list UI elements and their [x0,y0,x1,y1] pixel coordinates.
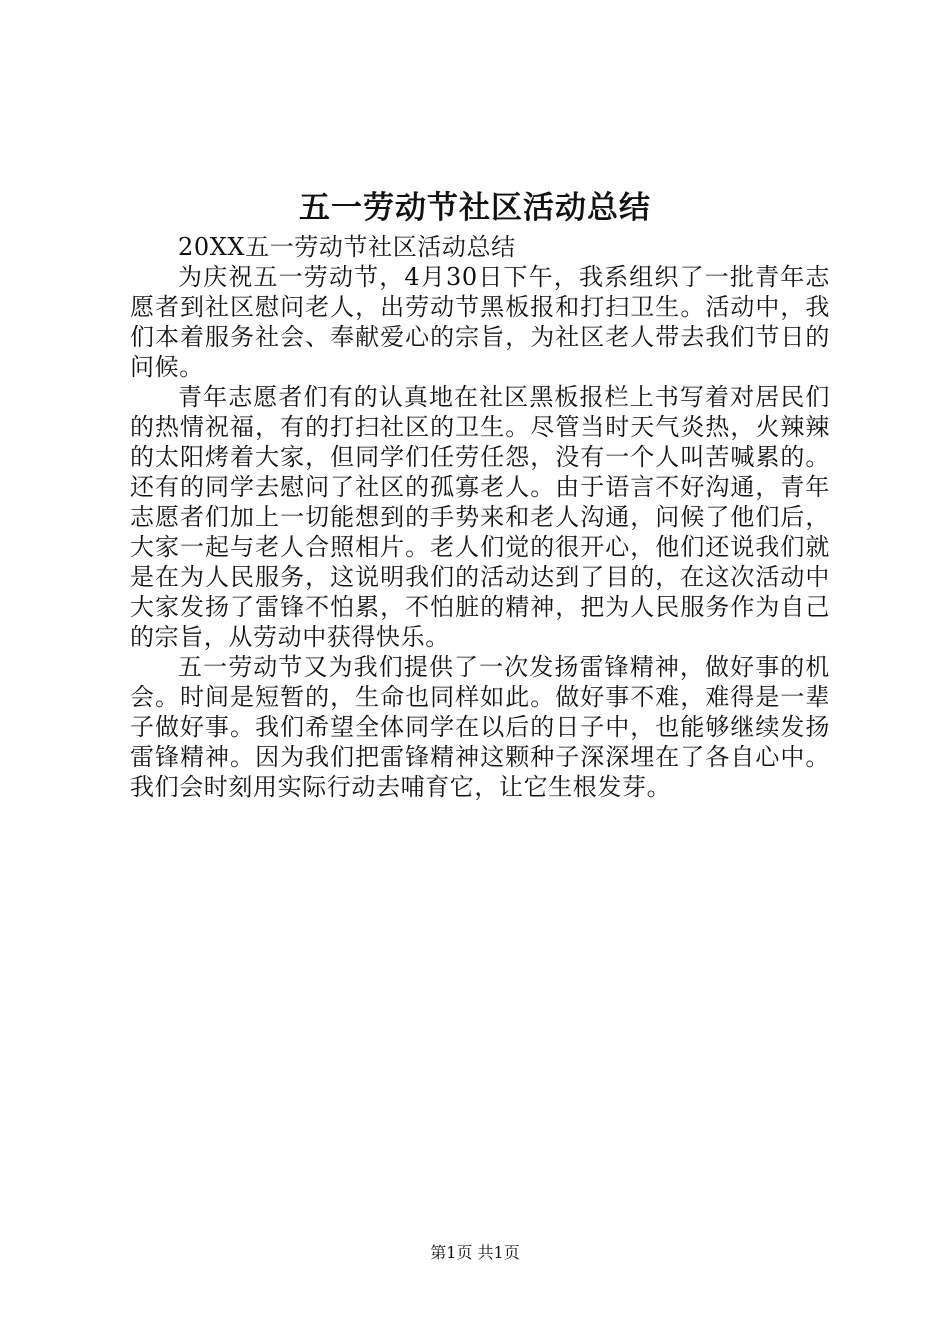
paragraph-3: 五一劳动节又为我们提供了一次发扬雷锋精神，做好事的机会。时间是短暂的，生命也同样如此。做好事不难，难得是一辈子做好事。我们希望全体同学在以后的日子中，也能够继续发扬雷锋精神。因为我们把雷锋精神这颗种子深深埋在了各自心中。我们会时刻用实际行动去哺育它，让它生根发芽。 [130,653,830,801]
page-footer: 第1页 共1页 [430,1243,520,1262]
document-body [130,232,830,802]
document-subtitle: 20XX五一劳动节社区活动总结 [178,233,516,261]
paragraph-1: 为庆祝五一劳动节，4月30日下午，我系组织了一批青年志愿者到社区慰问老人，出劳动节黑板报和打扫卫生。活动中，我们本着服务社会、奉献爱心的宗旨，为社区老人带去我们节日的问候。 [130,263,830,381]
document-title: 五一劳动节社区活动总结 [299,190,651,226]
paragraph-2: 青年志愿者们有的认真地在社区黑板报栏上书写着对居民们的热情祝福，有的打扫社区的卫生。尽管当时天气炎热，火辣辣的太阳烤着大家，但同学们任劳任怨，没有一个人叫苦喊累的。还有的同学去慰问了社区的孤寡老人。由于语言不好沟通，青年志愿者们加上一切能想到的手势来和老人沟通，问候了他们后，大家一起与老人合照相片。老人们觉的很开心，他们还说我们就是在为人民服务，这说明我们的活动达到了目的，在这次活动中大家发扬了雷锋不怕累，不怕脏的精神，把为人民服务作为自己的宗旨，从劳动中获得快乐。 [130,383,830,651]
